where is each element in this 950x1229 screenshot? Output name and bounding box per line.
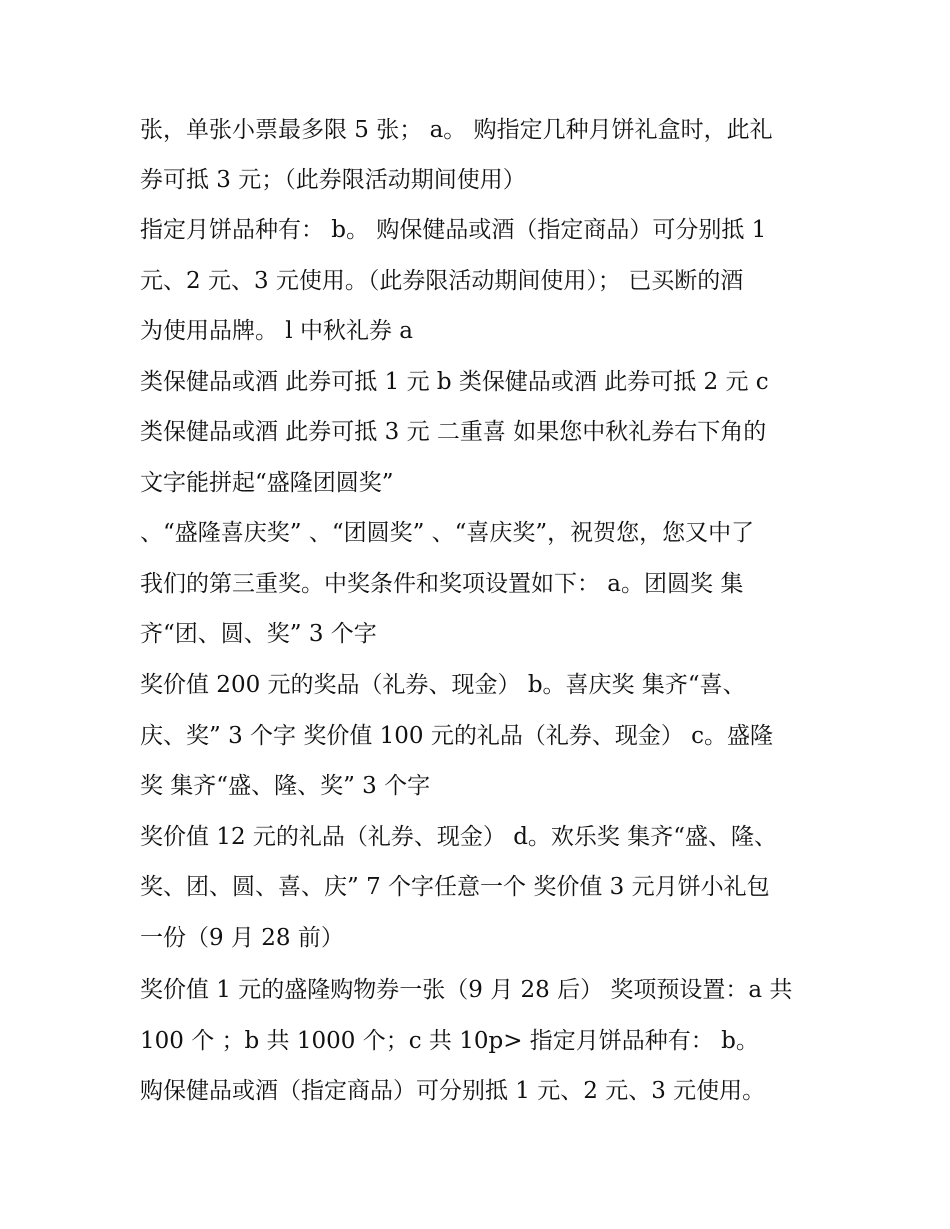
text-line-19: 100 个 ；b 共 1000 个；c 共 10p> 指定月饼品种有： b。 bbox=[140, 1028, 759, 1054]
text-line-7: 类保健品或酒 此券可抵 3 元 二重喜 如果您中秋礼券右下角的 bbox=[140, 419, 767, 445]
text-line-6: 类保健品或酒 此券可抵 1 元 b 类保健品或酒 此券可抵 2 元 c bbox=[140, 369, 769, 395]
text-line-1: 张，单张小票最多限 5 张； a。 购指定几种月饼礼盒时，此礼 bbox=[140, 117, 773, 143]
text-line-15: 奖价值 12 元的礼品（礼券、现金） d。欢乐奖 集齐“盛、隆、 bbox=[140, 824, 777, 850]
text-line-8: 文字能拼起“盛隆团圆奖” bbox=[140, 470, 394, 496]
text-line-4: 元、2 元、3 元使用。（此券限活动期间使用）； 已买断的酒 bbox=[140, 268, 744, 294]
text-line-16: 奖、团、圆、喜、庆” 7 个字任意一个 奖价值 3 元月饼小礼包 bbox=[140, 874, 770, 900]
text-line-13: 庆、奖” 3 个字 奖价值 100 元的礼品（礼券、现金） c。盛隆 bbox=[140, 723, 774, 749]
text-line-10: 我们的第三重奖。中奖条件和奖项设置如下： a。团圆奖 集 bbox=[140, 571, 744, 597]
text-line-14: 奖 集齐“盛、隆、奖” 3 个字 bbox=[140, 773, 431, 799]
text-line-11: 齐“团、圆、奖” 3 个字 bbox=[140, 621, 377, 647]
text-line-17: 一份（9 月 28 前） bbox=[140, 925, 344, 951]
text-line-3: 指定月饼品种有： b。 购保健品或酒（指定商品）可分别抵 1 bbox=[140, 217, 767, 243]
text-line-9: 、“盛隆喜庆奖” 、“团圆奖” 、“喜庆奖”，祝贺您，您又中了 bbox=[140, 520, 755, 546]
text-line-12: 奖价值 200 元的奖品（礼券、现金） b。喜庆奖 集齐“喜、 bbox=[140, 672, 746, 698]
text-line-18: 奖价值 1 元的盛隆购物券一张（9 月 28 后） 奖项预设置：a 共 bbox=[140, 977, 793, 1003]
text-line-2: 券可抵 3 元；（此券限活动期间使用） bbox=[140, 167, 526, 193]
text-line-20: 购保健品或酒（指定商品）可分别抵 1 元、2 元、3 元使用。 bbox=[140, 1078, 766, 1104]
text-line-5: 为使用品牌。 l 中秋礼券 a bbox=[140, 318, 414, 344]
